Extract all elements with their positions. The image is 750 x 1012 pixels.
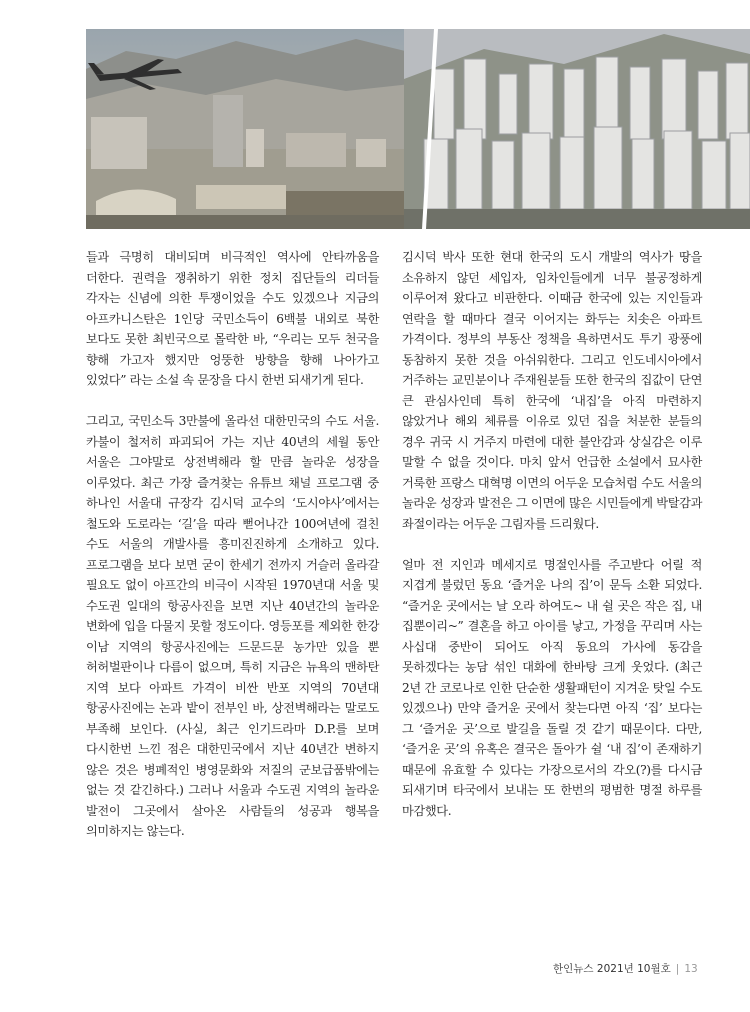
photo-divider [422, 29, 438, 229]
airport-photo [86, 29, 438, 229]
right-paragraph-2: 얼마 전 지인과 메세지로 명절인사를 주고받다 어릴 적 지겹게 불렀던 동요 ‘즐거운 나의 집’이 문득 소환 되었다. “즐거운 곳에서는 날 오라 하여도~ 내 쉴 곳은 작은 집, 내 집뿐이리~” 결혼을 하고 아이를 낳고, 가정을 꾸리며 사는 사십대 중반이 되어도 아직 동요의 가사에 동감을 못하겠다는 농담 섞인 대화에 한바탕 크게 웃었다. (최근 2년 간 코로나로 인한 단순한 생활패턴이 지겨운 탓일 수도 있겠으나) 만약 즐거운 곳에서 찾는다면 아직 ‘집’ 보다는 그 ‘즐거운 곳’으로 발길을 돌릴 것 같기 때문이다. 다만, ‘즐거운 곳’의 유혹은 결국은 돌아가 쉴 ‘내 집’이 존재하기 때문에 유효할 수 있다는 가장으로서의 각오(?)를 다시금 되새기며 타국에서 보내는 또 한번의 평범한 명절 하루를 마감했다. [402, 557, 702, 818]
left-paragraph-1: 들과 극명히 대비되며 비극적인 역사에 안타까움을 더한다. 권력을 쟁취하기 위한 정치 집단들의 리더들 각자는 신념에 의한 투쟁이었을 수도 있겠으나 지금의 아프카니스탄은 1인당 국민소득이 6백불 내외로 북한 보다도 못한 최빈국으로 몰락한 바, “우리는 모두 천국을 향해 가고자 했지만 엉뚱한 방향을 향해 나아가고 있었다” 라는 소설 속 문장을 다시 한번 되새기게 된다. [86, 250, 379, 387]
left-column [86, 247, 379, 862]
publication-name: 한인뉴스 2021년 10월호 [553, 963, 671, 975]
right-column [402, 247, 702, 842]
right-paragraph-1: 김시덕 박사 또한 현대 한국의 도시 개발의 역사가 땅을 소유하지 않던 세입자, 임차인들에게 너무 불공정하게 이루어져 왔다고 비판한다. 이때금 한국에 있는 지인들과 연락을 할 때마다 결국 이어지는 화두는 치솟은 아파트 가격이다. 정부의 부동산 정책을 욕하면서도 투기 광풍에 동참하지 못한 것을 아쉬워한다. 그리고 인도네시아에서 거주하는 교민분이나 주재원분들 또한 한국의 집값이 단연 큰 관심사인데 특히 한국에 ‘내집’을 아직 마련하지 않았거나 해외 체류를 이유로 있던 집을 처분한 분들의 경우 귀국 시 거주지 마련에 대한 불안감과 상실감은 이루 말할 수 없을 것이다. 마치 앞서 언급한 소설에서 묘사한 거룩한 프랑스 대혁명 이면의 어두운 모습처럼 수도 서울의 놀라운 성장과 발전은 그 이면에 많은 시민들에게 박탈감과 좌절이라는 어두운 그림자를 드리웠다. [402, 250, 702, 531]
page-number: 13 [684, 963, 698, 975]
footer-separator: | [675, 963, 680, 975]
left-paragraph-2: 그리고, 국민소득 3만불에 올라선 대한민국의 수도 서울. 카불이 철저히 파괴되어 가는 지난 40년의 세월 동안 서울은 그야말로 상전벽해라 할 만큼 놀라운 성장을 이루었다. 최근 가장 즐겨찾는 유튜브 채널 프로그램 중 하나인 서울대 규장각 김시덕 교수의 ‘도시야사’에서는 철도와 도로라는 ‘길’을 따라 뻗어나간 100여년에 걸친 수도 서울의 개발사를 흥미진진하게 소개하고 있다. 프로그램을 보다 보면 굳이 한세기 전까지 거슬러 올라갈 필요도 없이 아프간의 비극이 시작된 1970년대 서울 및 수도권 일대의 항공사진을 보면 지난 40년간의 놀라운 변화에 입을 다물지 못할 정도이다. 영등포를 제외한 한강 이남 지역의 항공사진에는 드문드문 농가만 있을 뿐 허허벌판이나 다름이 없으며, 특히 지금은 뉴욕의 맨하탄 지역 보다 아파트 가격이 비싼 반포 지역의 70년대 항공사진에는 논과 밭이 전부인 바, 상전벽해라는 말로도 부족해 보인다. (사실, 최근 인기드라마 D.P.를 보며 다시한번 느낀 점은 대한민국에서 지난 40년간 변하지 않은 것은 병폐적인 병영문화와 저질의 군보급품밖에는 없는 것 같긴하다.) 그러나 서울과 수도권 지역의 놀라운 발전이 그곳에서 살아온 사람들의 성공과 행복을 의미하지는 않는다. [86, 414, 379, 838]
apartment-city-photo [404, 29, 750, 229]
page-footer [553, 961, 698, 976]
